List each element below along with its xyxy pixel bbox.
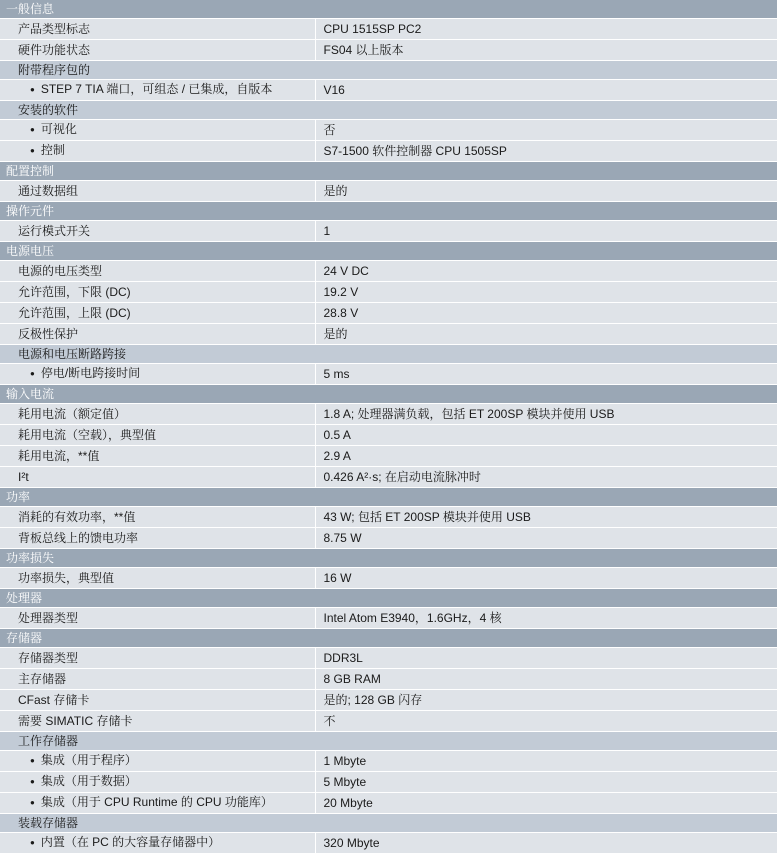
table-row	[0, 772, 777, 793]
section-header-label: 输入电流	[0, 385, 777, 404]
table-row	[0, 40, 777, 61]
section-header-label: 存储器	[0, 629, 777, 648]
table-row	[0, 793, 777, 814]
section-header-row	[0, 629, 777, 648]
section-header-row	[0, 162, 777, 181]
section-header-label: 一般信息	[0, 0, 777, 19]
row-label: 允许范围，下限 (DC)	[0, 282, 315, 303]
row-value: 320 Mbyte	[315, 833, 777, 854]
row-label: ● 可视化	[0, 120, 315, 141]
row-label: 电源的电压类型	[0, 261, 315, 282]
table-row	[0, 425, 777, 446]
row-value: 0.426 A²·s; 在启动电流脉冲时	[315, 467, 777, 488]
row-label: ● 控制	[0, 141, 315, 162]
row-label: 耗用电流（空载），典型值	[0, 425, 315, 446]
table-row	[0, 507, 777, 528]
section-header-row	[0, 549, 777, 568]
row-value: 0.5 A	[315, 425, 777, 446]
row-value: 8 GB RAM	[315, 669, 777, 690]
table-row	[0, 751, 777, 772]
row-label: ● STEP 7 TIA 端口，可组态 / 已集成，自版本	[0, 80, 315, 101]
row-value: 28.8 V	[315, 303, 777, 324]
row-value: 20 Mbyte	[315, 793, 777, 814]
row-value: 1.8 A; 处理器满负载，包括 ET 200SP 模块并使用 USB	[315, 404, 777, 425]
row-label: ● 内置（在 PC 的大容量存储器中）	[0, 833, 315, 854]
section-header-label: 处理器	[0, 589, 777, 608]
row-label: 功率损失，典型值	[0, 568, 315, 589]
section-header-row	[0, 242, 777, 261]
row-label: 背板总线上的馈电功率	[0, 528, 315, 549]
row-value: 1	[315, 221, 777, 242]
row-label: ● 集成（用于数据）	[0, 772, 315, 793]
section-header-label: 电源电压	[0, 242, 777, 261]
row-label: ● 集成（用于程序）	[0, 751, 315, 772]
table-row	[0, 446, 777, 467]
section-header-row	[0, 589, 777, 608]
subsection-header-row	[0, 61, 777, 80]
table-row	[0, 690, 777, 711]
row-label: 允许范围，上限 (DC)	[0, 303, 315, 324]
row-value: 2.9 A	[315, 446, 777, 467]
row-value: FS04 以上版本	[315, 40, 777, 61]
row-value: 否	[315, 120, 777, 141]
row-value: 8.75 W	[315, 528, 777, 549]
row-label: 产品类型标志	[0, 19, 315, 40]
section-header-label: 配置控制	[0, 162, 777, 181]
table-row	[0, 141, 777, 162]
section-header-label: 功率损失	[0, 549, 777, 568]
table-row	[0, 404, 777, 425]
row-value: S7-1500 软件控制器 CPU 1505SP	[315, 141, 777, 162]
table-row	[0, 528, 777, 549]
row-value: DDR3L	[315, 648, 777, 669]
table-row	[0, 324, 777, 345]
table-row	[0, 282, 777, 303]
row-label: 运行模式开关	[0, 221, 315, 242]
table-row	[0, 181, 777, 202]
table-row	[0, 303, 777, 324]
row-label: 需要 SIMATIC 存储卡	[0, 711, 315, 732]
row-label: 反极性保护	[0, 324, 315, 345]
row-label: ● 集成（用于 CPU Runtime 的 CPU 功能库）	[0, 793, 315, 814]
table-row	[0, 221, 777, 242]
row-label: 通过数据组	[0, 181, 315, 202]
table-row	[0, 568, 777, 589]
row-label: 耗用电流，**值	[0, 446, 315, 467]
row-value: 5 Mbyte	[315, 772, 777, 793]
table-row	[0, 80, 777, 101]
row-label: 消耗的有效功率，**值	[0, 507, 315, 528]
row-label: 存储器类型	[0, 648, 315, 669]
row-label: I²t	[0, 467, 315, 488]
subsection-header-row	[0, 345, 777, 364]
row-value: 1 Mbyte	[315, 751, 777, 772]
subsection-header-label: 装载存储器	[0, 814, 777, 833]
row-value: 不	[315, 711, 777, 732]
section-header-label: 操作元件	[0, 202, 777, 221]
row-value: 是的	[315, 324, 777, 345]
section-header-row	[0, 0, 777, 19]
subsection-header-label: 电源和电压断路跨接	[0, 345, 777, 364]
row-label: 主存储器	[0, 669, 315, 690]
row-value: 43 W; 包括 ET 200SP 模块并使用 USB	[315, 507, 777, 528]
table-row	[0, 608, 777, 629]
table-row	[0, 711, 777, 732]
table-row	[0, 19, 777, 40]
subsection-header-label: 附带程序包的	[0, 61, 777, 80]
row-value: Intel Atom E3940，1.6GHz，4 核	[315, 608, 777, 629]
subsection-header-row	[0, 814, 777, 833]
row-value: CPU 1515SP PC2	[315, 19, 777, 40]
table-row	[0, 364, 777, 385]
table-row	[0, 120, 777, 141]
table-row	[0, 467, 777, 488]
table-row	[0, 648, 777, 669]
row-label: CFast 存储卡	[0, 690, 315, 711]
row-value: 是的	[315, 181, 777, 202]
row-label: 耗用电流（额定值）	[0, 404, 315, 425]
table-row	[0, 669, 777, 690]
row-label: ● 停电/断电跨接时间	[0, 364, 315, 385]
row-value: 16 W	[315, 568, 777, 589]
row-value: 24 V DC	[315, 261, 777, 282]
row-label: 处理器类型	[0, 608, 315, 629]
section-header-label: 功率	[0, 488, 777, 507]
section-header-row	[0, 385, 777, 404]
subsection-header-label: 工作存储器	[0, 732, 777, 751]
row-value: V16	[315, 80, 777, 101]
subsection-header-row	[0, 732, 777, 751]
section-header-row	[0, 488, 777, 507]
table-row	[0, 261, 777, 282]
row-value: 5 ms	[315, 364, 777, 385]
table-row	[0, 833, 777, 854]
section-header-row	[0, 202, 777, 221]
row-value: 是的; 128 GB 闪存	[315, 690, 777, 711]
row-label: 硬件功能状态	[0, 40, 315, 61]
subsection-header-row	[0, 101, 777, 120]
row-value: 19.2 V	[315, 282, 777, 303]
subsection-header-label: 安装的软件	[0, 101, 777, 120]
